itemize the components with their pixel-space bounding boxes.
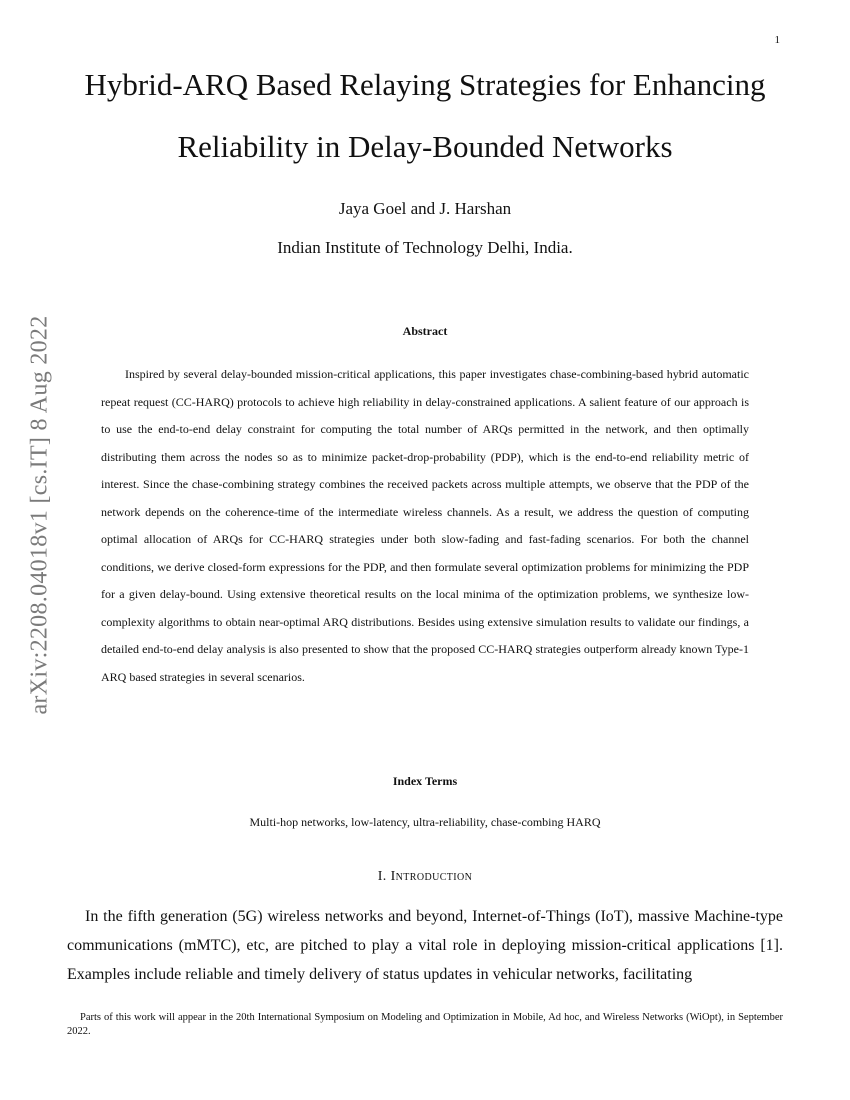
paper-affiliation: Indian Institute of Technology Delhi, India. [277,238,573,257]
page-number: 1 [774,34,780,46]
introduction-text: In the fifth generation (5G) wireless networks and beyond, Internet-of-Things (IoT), massive Machine-type communications (mMTC), etc, are pitched to play a vital role in deploying mission-critical applications [1]. Examples include reliable and timely delivery of status updates in vehicular networks, facilitating [67,908,783,983]
paper-title: Hybrid-ARQ Based Relaying Strategies for Enhancing Reliability in Delay-Bounded Networks [84,67,766,164]
introduction-heading: I. Introduction [377,869,473,884]
abstract-heading: Abstract [402,324,448,338]
arxiv-identifier-stamp: arXiv:2208.04018v1 [cs.IT] 8 Aug 2022 [26,315,53,715]
index-terms-text: Multi-hop networks, low-latency, ultra-reliability, chase-combing HARQ [249,815,601,829]
footnote: Parts of this work will appear in the 20th International Symposium on Modeling and Optimization in Mobile, Ad hoc, and Wireless Networks (WiOpt), in September 2022. [67,1012,783,1037]
index-terms-heading: Index Terms [392,774,458,788]
abstract-text: Inspired by several delay-bounded mission-critical applications, this paper investigates chase-combining-based hybrid automatic repeat request (CC-HARQ) protocols to achieve high reliability in delay-constrained applications. A salient feature of our approach is to use the end-to-end delay constraint for computing the total number of ARQs permitted in the network, and then optimally distributing them across the nodes so as to minimize packet-drop-probability (PDP), which is the end-to-end reliability metric of interest. Since the chase-combining strategy combines the received packets across multiple attempts, we observe that the PDP of the network depends on the coherence-time of the intermediate wireless channels. As a result, we address the question of computing optimal allocation of ARQs for CC-HARQ strategies under both slow-fading and fast-fading scenarios. For both the channel conditions, we derive closed-form expressions for the PDP, and then formulate several optimization problems for minimizing the PDP for a given delay-bound. Using extensive theoretical results on the local minima of the optimization problems, we synthesize low-complexity algorithms to obtain near-optimal ARQ distributions. Besides using extensive simulation results to validate our findings, a detailed end-to-end delay analysis is also presented to show that the proposed CC-HARQ strategies outperform already known Type-1 ARQ based strategies in several scenarios. [101,367,749,684]
paper-authors: Jaya Goel and J. Harshan [338,199,512,218]
